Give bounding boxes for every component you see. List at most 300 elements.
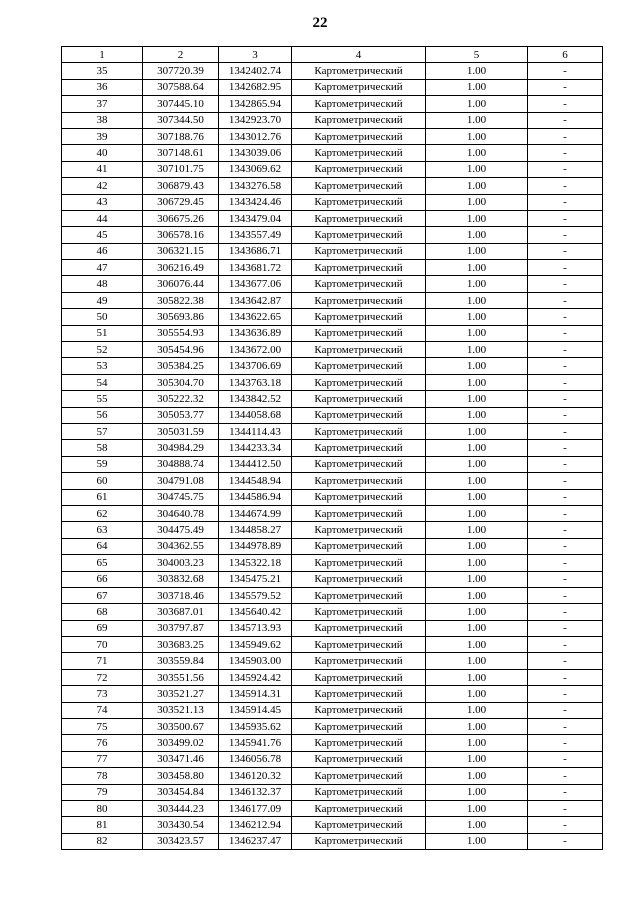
cell-x: 303423.57: [143, 833, 219, 849]
cell-description: -: [528, 128, 603, 144]
cell-x: 303559.84: [143, 653, 219, 669]
cell-method: Картометрический: [292, 292, 426, 308]
cell-method: Картометрический: [292, 374, 426, 390]
cell-x: 303430.54: [143, 817, 219, 833]
cell-accuracy: 1.00: [426, 768, 528, 784]
cell-method: Картометрический: [292, 637, 426, 653]
cell-x: 307148.61: [143, 145, 219, 161]
table-row: [62, 637, 603, 653]
cell-method: Картометрический: [292, 423, 426, 439]
cell-x: 305554.93: [143, 325, 219, 341]
cell-accuracy: 1.00: [426, 210, 528, 226]
cell-point-number: 41: [62, 161, 143, 177]
cell-description: -: [528, 489, 603, 505]
cell-y: 1343622.65: [219, 309, 292, 325]
cell-accuracy: 1.00: [426, 325, 528, 341]
cell-accuracy: 1.00: [426, 145, 528, 161]
cell-point-number: 56: [62, 407, 143, 423]
cell-accuracy: 1.00: [426, 374, 528, 390]
cell-accuracy: 1.00: [426, 620, 528, 636]
cell-accuracy: 1.00: [426, 260, 528, 276]
table-row: [62, 522, 603, 538]
table-row: [62, 276, 603, 292]
cell-method: Картометрический: [292, 260, 426, 276]
cell-accuracy: 1.00: [426, 407, 528, 423]
cell-method: Картометрический: [292, 79, 426, 95]
cell-y: 1344978.89: [219, 538, 292, 554]
cell-accuracy: 1.00: [426, 604, 528, 620]
table-row: [62, 440, 603, 456]
cell-accuracy: 1.00: [426, 79, 528, 95]
cell-method: Картометрический: [292, 833, 426, 849]
table-row: [62, 653, 603, 669]
cell-point-number: 44: [62, 210, 143, 226]
table-row: [62, 555, 603, 571]
cell-point-number: 65: [62, 555, 143, 571]
table-row: [62, 358, 603, 374]
cell-x: 303521.27: [143, 686, 219, 702]
cell-description: -: [528, 161, 603, 177]
cell-method: Картометрический: [292, 669, 426, 685]
cell-method: Картометрический: [292, 604, 426, 620]
cell-y: 1345914.45: [219, 702, 292, 718]
cell-y: 1345949.62: [219, 637, 292, 653]
table-row: [62, 260, 603, 276]
cell-y: 1343672.00: [219, 342, 292, 358]
table-row: [62, 669, 603, 685]
cell-y: 1346212.94: [219, 817, 292, 833]
cell-point-number: 49: [62, 292, 143, 308]
cell-method: Картометрический: [292, 784, 426, 800]
cell-point-number: 58: [62, 440, 143, 456]
table-row: [62, 489, 603, 505]
cell-point-number: 67: [62, 587, 143, 603]
cell-accuracy: 1.00: [426, 587, 528, 603]
header-cell-x: 2: [143, 47, 219, 63]
cell-point-number: 43: [62, 194, 143, 210]
cell-method: Картометрический: [292, 325, 426, 341]
cell-point-number: 47: [62, 260, 143, 276]
cell-description: -: [528, 243, 603, 259]
cell-x: 306729.45: [143, 194, 219, 210]
cell-point-number: 63: [62, 522, 143, 538]
cell-description: -: [528, 538, 603, 554]
cell-x: 306879.43: [143, 178, 219, 194]
cell-y: 1345579.52: [219, 587, 292, 603]
cell-point-number: 51: [62, 325, 143, 341]
table-row: [62, 194, 603, 210]
cell-y: 1346056.78: [219, 751, 292, 767]
cell-method: Картометрический: [292, 768, 426, 784]
cell-accuracy: 1.00: [426, 686, 528, 702]
table-row: [62, 145, 603, 161]
cell-accuracy: 1.00: [426, 538, 528, 554]
cell-description: -: [528, 751, 603, 767]
cell-point-number: 60: [62, 473, 143, 489]
cell-point-number: 37: [62, 96, 143, 112]
header-cell-description: 6: [528, 47, 603, 63]
cell-description: -: [528, 423, 603, 439]
cell-accuracy: 1.00: [426, 735, 528, 751]
cell-method: Картометрический: [292, 309, 426, 325]
cell-accuracy: 1.00: [426, 702, 528, 718]
cell-description: -: [528, 260, 603, 276]
cell-description: -: [528, 768, 603, 784]
table-row: [62, 325, 603, 341]
table-row: [62, 456, 603, 472]
cell-y: 1344586.94: [219, 489, 292, 505]
cell-description: -: [528, 391, 603, 407]
cell-description: -: [528, 604, 603, 620]
table-row: [62, 178, 603, 194]
cell-point-number: 73: [62, 686, 143, 702]
cell-y: 1344058.68: [219, 407, 292, 423]
cell-x: 303683.25: [143, 637, 219, 653]
cell-point-number: 69: [62, 620, 143, 636]
cell-description: -: [528, 407, 603, 423]
cell-description: -: [528, 194, 603, 210]
header-cell-method: 4: [292, 47, 426, 63]
cell-point-number: 77: [62, 751, 143, 767]
cell-y: 1342682.95: [219, 79, 292, 95]
cell-x: 305384.25: [143, 358, 219, 374]
cell-description: -: [528, 637, 603, 653]
page-number: 22: [312, 15, 328, 31]
table-body: [62, 63, 603, 850]
cell-description: -: [528, 719, 603, 735]
table-row: [62, 751, 603, 767]
cell-x: 303687.01: [143, 604, 219, 620]
table-row: [62, 112, 603, 128]
cell-description: -: [528, 292, 603, 308]
cell-method: Картометрический: [292, 391, 426, 407]
cell-y: 1343681.72: [219, 260, 292, 276]
cell-y: 1346120.32: [219, 768, 292, 784]
header-cell-y: 3: [219, 47, 292, 63]
cell-method: Картометрический: [292, 63, 426, 79]
cell-point-number: 46: [62, 243, 143, 259]
cell-point-number: 42: [62, 178, 143, 194]
table-row: [62, 96, 603, 112]
cell-y: 1346132.37: [219, 784, 292, 800]
cell-point-number: 35: [62, 63, 143, 79]
cell-y: 1342923.70: [219, 112, 292, 128]
cell-y: 1343012.76: [219, 128, 292, 144]
table-row: [62, 587, 603, 603]
cell-point-number: 62: [62, 505, 143, 521]
cell-method: Картометрический: [292, 571, 426, 587]
cell-method: Картометрический: [292, 800, 426, 816]
cell-description: -: [528, 309, 603, 325]
cell-description: -: [528, 505, 603, 521]
cell-point-number: 39: [62, 128, 143, 144]
cell-accuracy: 1.00: [426, 800, 528, 816]
cell-x: 305053.77: [143, 407, 219, 423]
cell-method: Картометрический: [292, 751, 426, 767]
cell-x: 305031.59: [143, 423, 219, 439]
cell-accuracy: 1.00: [426, 276, 528, 292]
cell-x: 305693.86: [143, 309, 219, 325]
cell-point-number: 64: [62, 538, 143, 554]
cell-x: 304888.74: [143, 456, 219, 472]
cell-point-number: 71: [62, 653, 143, 669]
cell-accuracy: 1.00: [426, 391, 528, 407]
cell-x: 304640.78: [143, 505, 219, 521]
cell-point-number: 81: [62, 817, 143, 833]
cell-point-number: 61: [62, 489, 143, 505]
table-row: [62, 374, 603, 390]
cell-description: -: [528, 145, 603, 161]
cell-description: -: [528, 817, 603, 833]
cell-x: 303444.23: [143, 800, 219, 816]
cell-y: 1344114.43: [219, 423, 292, 439]
cell-accuracy: 1.00: [426, 637, 528, 653]
cell-description: -: [528, 358, 603, 374]
cell-y: 1343557.49: [219, 227, 292, 243]
cell-description: -: [528, 227, 603, 243]
cell-accuracy: 1.00: [426, 456, 528, 472]
cell-x: 305454.96: [143, 342, 219, 358]
cell-method: Картометрический: [292, 440, 426, 456]
cell-accuracy: 1.00: [426, 440, 528, 456]
cell-point-number: 74: [62, 702, 143, 718]
table-row: [62, 686, 603, 702]
cell-x: 304003.23: [143, 555, 219, 571]
cell-point-number: 38: [62, 112, 143, 128]
cell-method: Картометрический: [292, 227, 426, 243]
cell-description: -: [528, 178, 603, 194]
cell-accuracy: 1.00: [426, 751, 528, 767]
cell-x: 303471.46: [143, 751, 219, 767]
cell-accuracy: 1.00: [426, 128, 528, 144]
cell-description: -: [528, 800, 603, 816]
table-row: [62, 342, 603, 358]
cell-method: Картометрический: [292, 522, 426, 538]
cell-method: Картометрический: [292, 145, 426, 161]
cell-y: 1343642.87: [219, 292, 292, 308]
cell-y: 1345903.00: [219, 653, 292, 669]
cell-y: 1344412.50: [219, 456, 292, 472]
cell-accuracy: 1.00: [426, 473, 528, 489]
cell-point-number: 48: [62, 276, 143, 292]
table-row: [62, 784, 603, 800]
cell-y: 1343069.62: [219, 161, 292, 177]
cell-x: 306076.44: [143, 276, 219, 292]
cell-accuracy: 1.00: [426, 161, 528, 177]
cell-y: 1345935.62: [219, 719, 292, 735]
cell-description: -: [528, 440, 603, 456]
table-row: [62, 309, 603, 325]
cell-x: 303832.68: [143, 571, 219, 587]
cell-description: -: [528, 784, 603, 800]
table-row: [62, 210, 603, 226]
table-row: [62, 719, 603, 735]
cell-description: -: [528, 473, 603, 489]
cell-accuracy: 1.00: [426, 719, 528, 735]
cell-y: 1345713.93: [219, 620, 292, 636]
cell-y: 1344233.34: [219, 440, 292, 456]
table-row: [62, 391, 603, 407]
cell-point-number: 50: [62, 309, 143, 325]
cell-y: 1346237.47: [219, 833, 292, 849]
cell-method: Картометрический: [292, 112, 426, 128]
cell-accuracy: 1.00: [426, 96, 528, 112]
cell-accuracy: 1.00: [426, 669, 528, 685]
cell-description: -: [528, 571, 603, 587]
cell-accuracy: 1.00: [426, 653, 528, 669]
table-row: [62, 505, 603, 521]
table-row: [62, 473, 603, 489]
table-row: [62, 227, 603, 243]
cell-x: 306578.16: [143, 227, 219, 243]
cell-x: 303718.46: [143, 587, 219, 603]
cell-x: 304745.75: [143, 489, 219, 505]
table-row: [62, 423, 603, 439]
cell-method: Картометрический: [292, 243, 426, 259]
cell-y: 1343677.06: [219, 276, 292, 292]
cell-method: Картометрический: [292, 817, 426, 833]
table-row: [62, 768, 603, 784]
cell-accuracy: 1.00: [426, 505, 528, 521]
cell-method: Картометрический: [292, 489, 426, 505]
table-row: [62, 604, 603, 620]
cell-accuracy: 1.00: [426, 358, 528, 374]
table-row: [62, 571, 603, 587]
cell-accuracy: 1.00: [426, 784, 528, 800]
table-row: [62, 735, 603, 751]
cell-y: 1344548.94: [219, 473, 292, 489]
cell-x: 303458.80: [143, 768, 219, 784]
cell-y: 1342865.94: [219, 96, 292, 112]
cell-y: 1343636.89: [219, 325, 292, 341]
cell-description: -: [528, 456, 603, 472]
cell-accuracy: 1.00: [426, 309, 528, 325]
cell-accuracy: 1.00: [426, 423, 528, 439]
cell-accuracy: 1.00: [426, 817, 528, 833]
cell-description: -: [528, 325, 603, 341]
table-row: [62, 833, 603, 849]
cell-x: 305222.32: [143, 391, 219, 407]
cell-method: Картометрический: [292, 473, 426, 489]
cell-description: -: [528, 276, 603, 292]
cell-x: 307188.76: [143, 128, 219, 144]
cell-y: 1345914.31: [219, 686, 292, 702]
cell-method: Картометрический: [292, 194, 426, 210]
cell-x: 307588.64: [143, 79, 219, 95]
table-row: [62, 292, 603, 308]
table-row: [62, 407, 603, 423]
cell-y: 1343039.06: [219, 145, 292, 161]
cell-point-number: 36: [62, 79, 143, 95]
cell-point-number: 54: [62, 374, 143, 390]
cell-y: 1343842.52: [219, 391, 292, 407]
table-row: [62, 702, 603, 718]
cell-y: 1345475.21: [219, 571, 292, 587]
table-row: [62, 538, 603, 554]
cell-y: 1345322.18: [219, 555, 292, 571]
cell-x: 304475.49: [143, 522, 219, 538]
cell-accuracy: 1.00: [426, 555, 528, 571]
cell-description: -: [528, 210, 603, 226]
cell-description: -: [528, 112, 603, 128]
cell-point-number: 68: [62, 604, 143, 620]
cell-method: Картометрический: [292, 702, 426, 718]
cell-point-number: 59: [62, 456, 143, 472]
cell-description: -: [528, 555, 603, 571]
cell-accuracy: 1.00: [426, 178, 528, 194]
header-cell-point-number: 1: [62, 47, 143, 63]
table-row: [62, 128, 603, 144]
cell-accuracy: 1.00: [426, 342, 528, 358]
cell-description: -: [528, 63, 603, 79]
cell-x: 304984.29: [143, 440, 219, 456]
cell-description: -: [528, 735, 603, 751]
cell-method: Картометрический: [292, 653, 426, 669]
cell-accuracy: 1.00: [426, 489, 528, 505]
header-cell-accuracy: 5: [426, 47, 528, 63]
cell-x: 306675.26: [143, 210, 219, 226]
cell-point-number: 55: [62, 391, 143, 407]
cell-point-number: 82: [62, 833, 143, 849]
cell-accuracy: 1.00: [426, 63, 528, 79]
cell-accuracy: 1.00: [426, 292, 528, 308]
cell-method: Картометрический: [292, 128, 426, 144]
cell-accuracy: 1.00: [426, 522, 528, 538]
cell-point-number: 57: [62, 423, 143, 439]
cell-description: -: [528, 96, 603, 112]
cell-y: 1343706.69: [219, 358, 292, 374]
cell-y: 1344858.27: [219, 522, 292, 538]
cell-x: 303797.87: [143, 620, 219, 636]
cell-method: Картометрический: [292, 555, 426, 571]
cell-method: Картометрический: [292, 719, 426, 735]
cell-point-number: 78: [62, 768, 143, 784]
table-row: [62, 620, 603, 636]
cell-point-number: 52: [62, 342, 143, 358]
cell-point-number: 40: [62, 145, 143, 161]
cell-description: -: [528, 79, 603, 95]
cell-point-number: 70: [62, 637, 143, 653]
cell-x: 303521.13: [143, 702, 219, 718]
cell-description: -: [528, 686, 603, 702]
table-row: [62, 161, 603, 177]
cell-x: 307344.50: [143, 112, 219, 128]
cell-point-number: 79: [62, 784, 143, 800]
cell-point-number: 80: [62, 800, 143, 816]
cell-x: 307720.39: [143, 63, 219, 79]
cell-method: Картометрический: [292, 178, 426, 194]
cell-x: 307445.10: [143, 96, 219, 112]
cell-y: 1344674.99: [219, 505, 292, 521]
cell-y: 1343686.71: [219, 243, 292, 259]
table-row: [62, 800, 603, 816]
cell-x: 303454.84: [143, 784, 219, 800]
cell-method: Картометрический: [292, 620, 426, 636]
coordinates-table: [61, 46, 603, 850]
cell-description: -: [528, 702, 603, 718]
cell-point-number: 72: [62, 669, 143, 685]
cell-accuracy: 1.00: [426, 112, 528, 128]
cell-description: -: [528, 653, 603, 669]
cell-x: 306216.49: [143, 260, 219, 276]
cell-description: -: [528, 833, 603, 849]
cell-x: 303500.67: [143, 719, 219, 735]
cell-method: Картометрический: [292, 505, 426, 521]
cell-description: -: [528, 620, 603, 636]
header-row: [62, 47, 603, 63]
cell-accuracy: 1.00: [426, 243, 528, 259]
cell-x: 305304.70: [143, 374, 219, 390]
